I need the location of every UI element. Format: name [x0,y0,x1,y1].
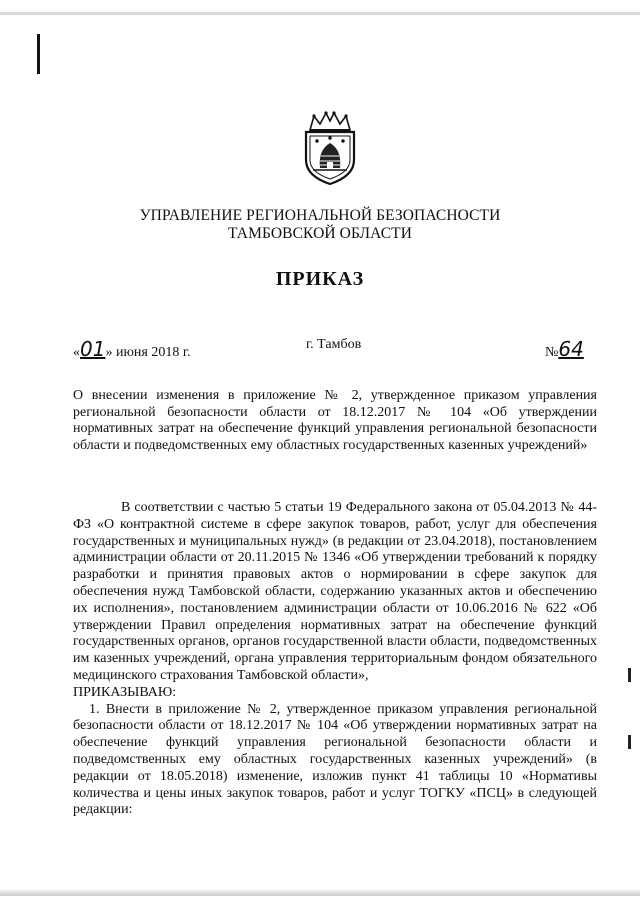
date-open-quote: « [73,345,80,360]
organization-line-2: ТАМБОВСКОЙ ОБЛАСТИ [228,225,412,242]
coat-of-arms-icon [300,110,360,186]
scan-edge-top [0,12,640,15]
order-number [545,337,584,361]
organization-line-1: УПРАВЛЕНИЕ РЕГИОНАЛЬНОЙ БЕЗОПАСНОСТИ [139,207,501,224]
scan-mark [628,668,631,682]
preamble-paragraph: В соответствии с частью 5 статьи 19 Федерального закона от 05.04.2013 № 44-ФЗ «О контрактной системе в сфере закупок товаров, работ, услуг для обеспечения государственных и муниципальных нужд» (в редакции от 23.04.2018), постановлением администрации области от 20.11.2015 № 1346 «Об утверждении требований к порядку разработки и принятия правовых актов о нормировании в сфере закупок для обеспечения нужд Тамбовской области, содержанию указанных актов и обеспечению их исполнения», постановлением администрации области от 10.06.2016 № 622 «Об утверждении Правил определения нормативных затрат на обеспечение функций государственных органов, органов государственной власти области, подведомственных им казенных учреждений, органа управления территориальным фондом обязательного медицинского страхования Тамбовской области», [73,500,597,683]
scan-mark [628,735,631,749]
organization-name [0,207,640,243]
order-date [73,337,191,361]
decree-word: ПРИКАЗЫВАЮ: [73,684,177,700]
date-day-handwritten: 01 [80,337,106,361]
order-city: г. Тамбов [306,337,362,352]
scan-edge-bottom [0,890,640,896]
number-label: № [545,345,559,360]
order-item-1: 1. Внести в приложение № 2, утвержденное приказом управления региональной безопасности области от 18.12.2017 № 104 «Об утверждении нормативных затрат на обеспечение функций управления региональной безопасности области и подведомственных ему областных государственных казенных учреждений» (в редакции от 18.05.2018) изменение, изложив пункт 41 таблицы 10 «Нормативы количества и цены иных закупок товаров, работ и услуг ТОГКУ «ПСЦ» в следующей редакции: [73,701,597,818]
order-subject: О внесении изменения в приложение № 2, утвержденное приказом управления региональной безопасности области от 18.12.2017 № 104 «Об утверждении нормативных затрат на обеспечение функций управления региональной безопасности области и подведомственных ему областных государственных казенных учреждений» [73,388,597,454]
number-handwritten: 64 [558,337,584,361]
order-body [73,500,597,819]
document-title: ПРИКАЗ [275,268,365,290]
date-rest: » июня 2018 г. [105,345,191,360]
margin-mark [37,34,40,74]
